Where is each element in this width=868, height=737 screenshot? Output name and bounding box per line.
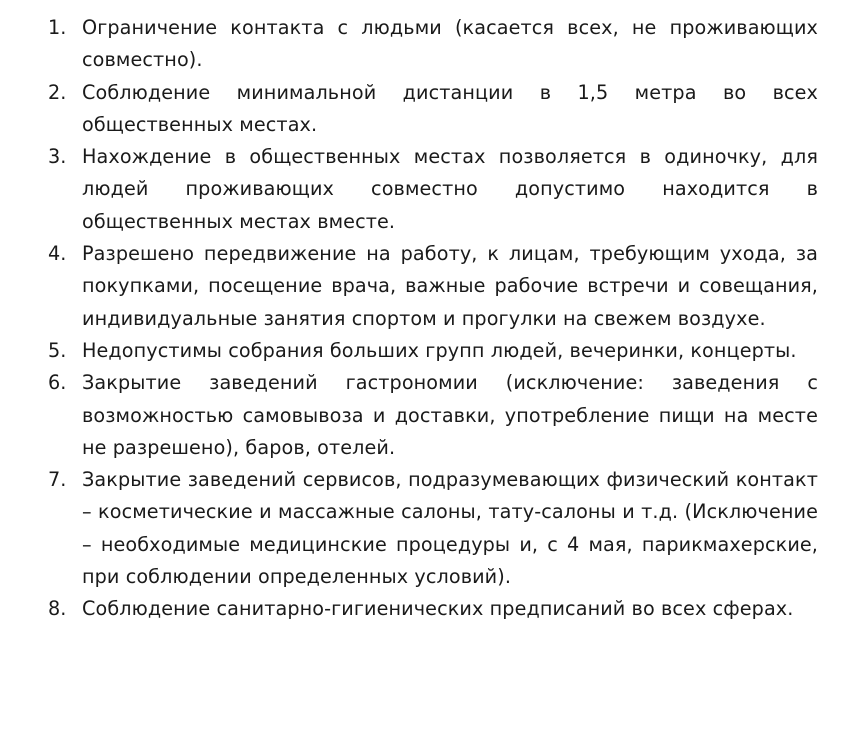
list-item — [48, 335, 818, 367]
list-item-number: 6. — [48, 371, 67, 395]
restrictions-list — [48, 12, 818, 626]
list-item-number: 2. — [48, 80, 67, 104]
list-item — [48, 77, 818, 142]
list-item — [48, 12, 818, 77]
list-item-text: Ограничение контакта с людьми (касается всех, не проживающих совместно). — [82, 16, 818, 72]
list-item-text: Разрешено передвижение на работу, к лицам, требующим ухода, за покупками, посещение врача, важные рабочие встречи и совещания, индивидуальные занятия спортом и прогулки на свежем воздухе. — [82, 242, 818, 330]
list-item-text: Закрытие заведений сервисов, подразумевающих физический контакт – косметические и массажные салоны, тату-салоны и т.д. (Исключение – необходимые медицинские процедуры и, с 4 мая, парикмахерские, при соблюдении определенных условий). — [82, 468, 818, 589]
list-item-text: Нахождение в общественных местах позволяется в одиночку, для людей проживающих совместно допустимо находится в общественных местах вместе. — [82, 145, 818, 233]
list-item-number: 7. — [48, 468, 67, 492]
list-item-number: 4. — [48, 242, 67, 266]
list-item — [48, 238, 818, 335]
list-item-text: Недопустимы собрания больших групп людей, вечеринки, концерты. — [82, 338, 797, 362]
list-item-text: Закрытие заведений гастрономии (исключение: заведения с возможностью самовывоза и доставки, употребление пищи на месте не разрешено), баров, отелей. — [82, 371, 818, 459]
list-item-text: Соблюдение минимальной дистанции в 1,5 метра во всех общественных местах. — [82, 80, 818, 136]
list-item — [48, 367, 818, 464]
list-item-number: 1. — [48, 16, 67, 39]
list-item-number: 8. — [48, 597, 67, 621]
list-item-number: 5. — [48, 338, 67, 362]
list-item — [48, 593, 818, 625]
list-item-text: Соблюдение санитарно-гигиенических предписаний во всех сферах. — [82, 597, 794, 621]
list-item-number: 3. — [48, 145, 67, 169]
list-item — [48, 141, 818, 238]
list-item — [48, 464, 818, 593]
